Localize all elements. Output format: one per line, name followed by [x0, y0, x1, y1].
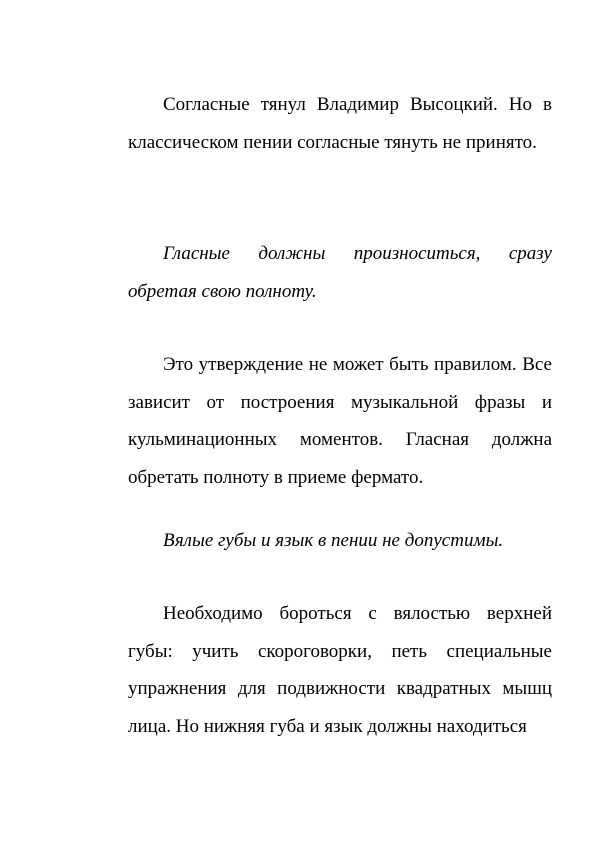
paragraph-lips-comment: Необходимо бороться с вялостью верхней губы: учить скороговорки, петь специальные упражнения для подвижности квадратных мышц лица. Но нижняя губа и язык должны находиться	[128, 603, 552, 737]
paragraph-lips-statement: Вялые губы и язык в пении не допустимы.	[163, 530, 504, 551]
paragraph-consonants: Согласные тянул Владимир Высоцкий. Но в классическом пении согласные тянуть не принято.	[128, 94, 552, 153]
paragraph-vowels-comment: Это утверждение не может быть правилом. Все зависит от построения музыкальной фразы и кульминационных моментов. Гласная должна обретать полноту в приеме фермато.	[128, 354, 552, 488]
paragraph-vowels-statement: Гласные должны произноситься, сразу обретая свою полноту.	[128, 243, 552, 302]
